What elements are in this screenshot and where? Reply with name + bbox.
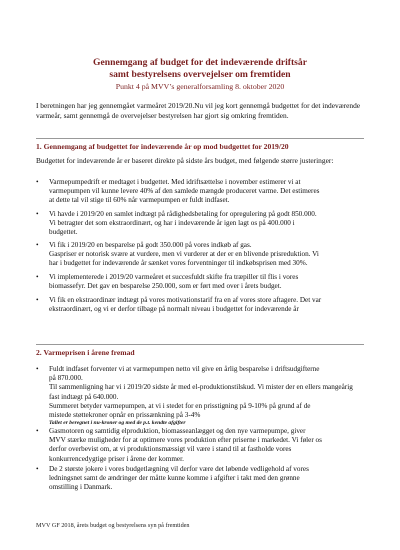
bullet-icon: • <box>36 427 39 435</box>
list-item-line: varmepumpen vil kunne levere 40% af den samlede mængde produceret varme. Det estimeres <box>49 187 320 196</box>
list-item-text <box>49 210 361 238</box>
list-item-line: ekstraordinært, og vi er derfor tilbage på normalt niveau i budgettet for indeværende år <box>49 305 299 314</box>
list-item-line: derfor overbevist om, at vi produktionsmæssigt vil være i stand til at fastholde vores <box>49 445 292 454</box>
document-title-line1: Gennemgang af budget for det indeværende driftsår <box>93 57 307 68</box>
list-item-note: Tallet er beregnet i nu-kroner og med de p.t. kendte afgifter <box>49 420 186 427</box>
list-item-line: fast indtægt på 640.000. <box>49 392 119 401</box>
bullet-icon: • <box>36 465 39 473</box>
bullet-icon: • <box>36 210 39 218</box>
list-item-text <box>49 178 361 206</box>
bullet-icon: • <box>36 365 39 373</box>
list-item-line: Gasmotoren og samtidig elproduktion, biomasseanlægget og den nye varmepumpe, giver <box>49 427 306 435</box>
list-item-line: biomassefyr. Det gav en besparelse 250.000, som er ført med over i årets budget. <box>49 282 282 291</box>
list-item-line: Vi fik i 2019/20 en besparelse på godt 350.000 på vores indkøb af gas. <box>49 241 252 249</box>
list-item-line: Vi fik en ekstraordinær indtægt på vores motivationstarif fra en af vores store aftagere. Det var <box>49 296 322 304</box>
document-subtitle: Punkt 4 på MVV’s generalforsamling 8. oktober 2020 <box>115 82 285 91</box>
section2-heading: 2. Varmeprisen i årene fremad <box>36 348 135 357</box>
list-item-line: har i budgettet for indeværende år sænket vores forventninger til indkøbsprisen med 30%. <box>49 259 308 268</box>
list-item-text <box>49 427 361 464</box>
section1-lead: Budgettet for indeværende år er baseret direkte på sidste års budget, med følgende større justeringer: <box>36 156 334 165</box>
list-item-line: Vi implementerede i 2019/20 varmeåret et succesfuldt skifte fra træpiller til flis i vores <box>49 273 299 281</box>
list-item-line: Summeret betyder varmepumpen, at vi i stedet for en prisstigning på 9-10% på grund af de <box>49 401 311 410</box>
list-item-line: MVV stærke muligheder for at optimere vores produktion efter priserne i markedet. Vi føler os <box>49 436 322 445</box>
list-item-line: mistede støttekroner opnår en prissænkning på 3-4% <box>49 411 201 420</box>
list-item-line: Fuldt indfaset forventer vi at varmepumpen netto vil give en årlig besparelse i driftsudgifterne <box>49 365 320 373</box>
list-item-line: Gaspriser er notorisk svære at vurdere, men vi vurderer at der er en blivende prisreduktion. Vi <box>49 250 319 259</box>
list-item-text <box>49 296 361 314</box>
list-item-line: Vi havde i 2019/20 en samlet indtægt på rådighedsbetaling for opregulering på godt 850.000. <box>49 210 317 218</box>
list-item-line: Til sammenligning har vi i 2019/20 sidste år med el-produktionstilskud. Vi mister der en ellers mangeårig <box>49 383 353 392</box>
bullet-icon: • <box>36 178 39 186</box>
intro-paragraph: I beretningen har jeg gennemgået varmeåret 2019/20.Nu vil jeg kort gennemgå budgettet for det indeværende varmeår, samt gennemgå de overvejelser bestyrelsen har gjort sig omkring fremtiden. <box>36 101 361 120</box>
list-item-line: at dette tal vil stige til 60% når varmepumpen er fuldt indfaset. <box>49 196 230 205</box>
section-divider <box>36 138 364 139</box>
list-item-line: ledningsnet samt de ændringer der måtte kunne komme i afgifter i takt med den grønne <box>49 474 300 483</box>
list-item-text <box>49 365 361 427</box>
list-item-line: konkurrencedygtige priser i årene der kommer. <box>49 454 184 463</box>
section1-heading: 1. Gennemgang af budgettet for indeværende år op mod budgettet for 2019/20 <box>36 142 289 151</box>
list-item-line: De 2 største jokere i vores budgetlægning vil derfor være det løbende vedligehold af vores <box>49 465 309 473</box>
list-item-text <box>49 241 361 269</box>
list-item-text <box>49 465 361 493</box>
bullet-icon: • <box>36 273 39 281</box>
list-item-line: budgettet. <box>49 228 78 237</box>
page-footer: MVV GF 2018, årets budget og bestyrelsens syn på fremtiden <box>36 522 190 529</box>
list-item-line: Varmepumpedrift er medtaget i budgettet. Med idriftsættelse i november estimerer vi at <box>49 178 301 186</box>
bullet-icon: • <box>36 241 39 249</box>
list-item-line: Vi betragter det som ekstraordinært, og har i indeværende år igen lagt os på 400.000 i <box>49 219 295 228</box>
bullet-icon: • <box>36 296 39 304</box>
list-item-text <box>49 273 361 291</box>
list-item-line: på 870.000. <box>49 374 83 383</box>
section-divider <box>36 344 364 345</box>
document-title-line2: samt bestyrelsens overvejelser om fremtiden <box>109 69 291 80</box>
list-item-line: omstilling i Danmark. <box>49 483 113 492</box>
